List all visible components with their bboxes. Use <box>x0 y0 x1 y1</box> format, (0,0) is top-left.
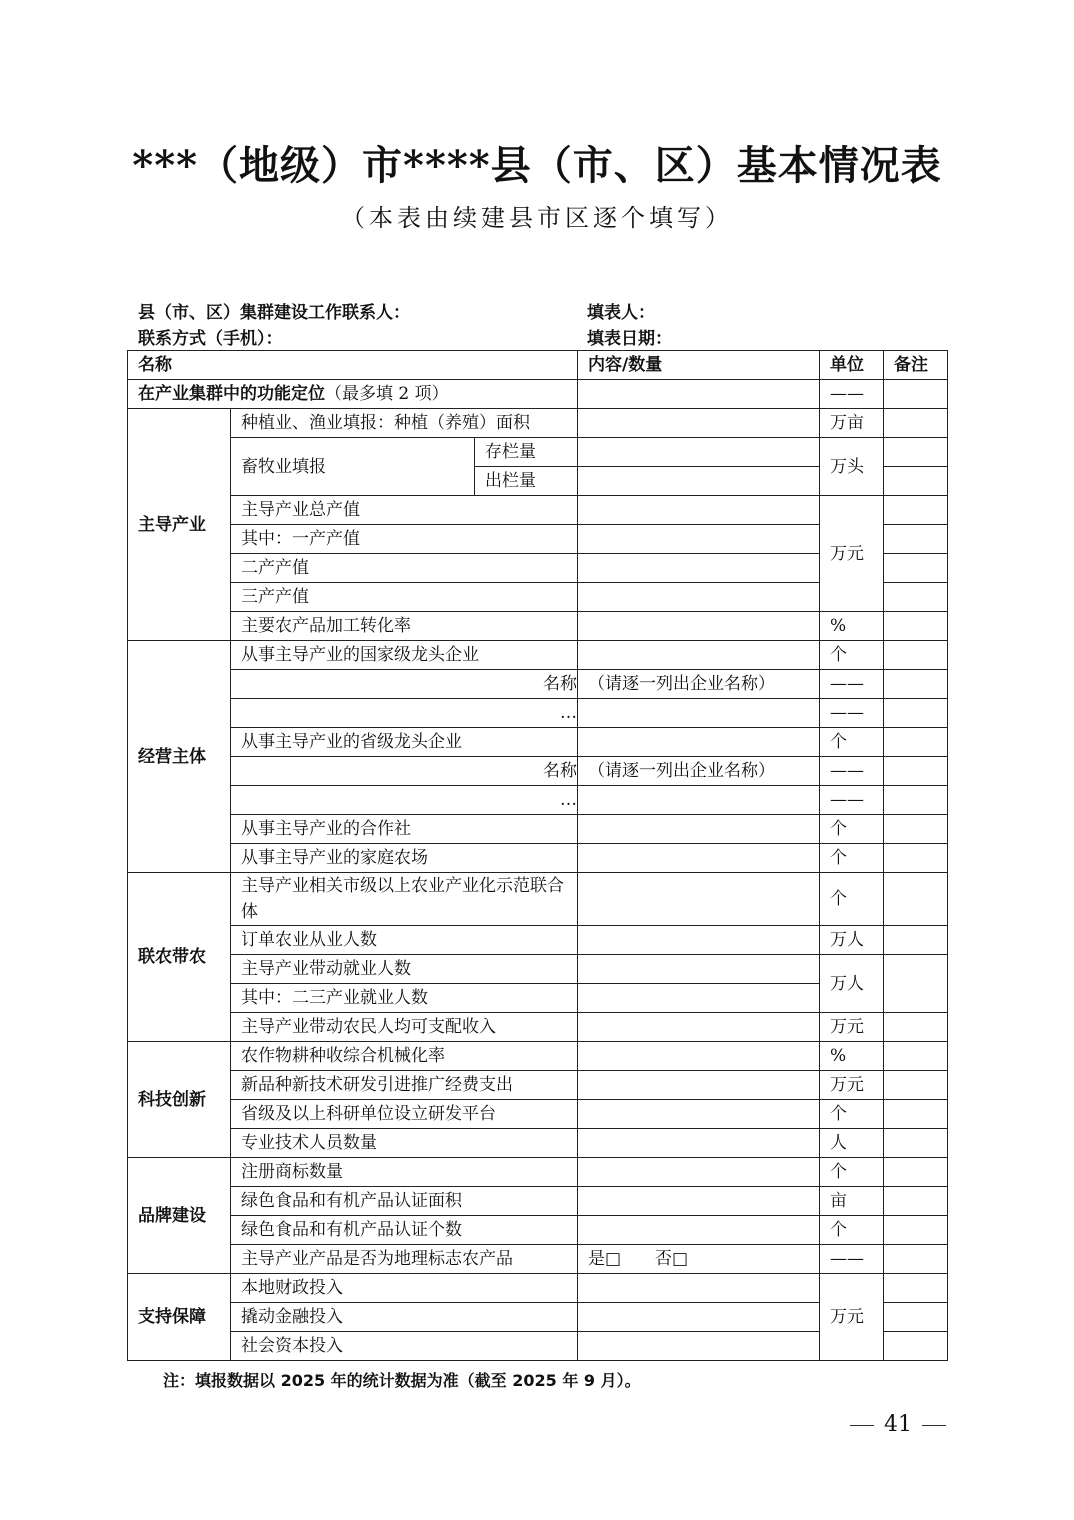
unit-cell: 个 <box>820 1100 884 1129</box>
unit-cell: 亩 <box>820 1187 884 1216</box>
content-cell[interactable] <box>578 1100 820 1129</box>
content-cell[interactable] <box>578 438 820 467</box>
row-name: 从事主导产业的省级龙头企业 <box>231 728 578 757</box>
table-row <box>128 380 948 409</box>
table-row <box>128 1042 948 1071</box>
note-cell[interactable] <box>884 1129 948 1158</box>
table-row <box>128 1187 948 1216</box>
row-name: … <box>231 786 578 815</box>
table-row <box>128 670 948 699</box>
unit-cell: 万元 <box>820 1274 884 1361</box>
table-row <box>128 1245 948 1274</box>
note-cell[interactable] <box>884 467 948 496</box>
row-name: 从事主导产业的家庭农场 <box>231 844 578 873</box>
content-cell[interactable] <box>578 984 820 1013</box>
header-note: 备注 <box>884 351 948 380</box>
row-name: 主导产业总产值 <box>231 496 578 525</box>
content-cell[interactable] <box>578 844 820 873</box>
row-name: 新品种新技术研发引进推广经费支出 <box>231 1071 578 1100</box>
row-name: 注册商标数量 <box>231 1158 578 1187</box>
note-cell[interactable] <box>884 1187 948 1216</box>
table-row <box>128 955 948 984</box>
note-cell[interactable] <box>884 815 948 844</box>
content-cell[interactable]: （请逐一列出企业名称） <box>578 670 820 699</box>
unit-cell: 个 <box>820 728 884 757</box>
table-row <box>128 409 948 438</box>
row-name: 绿色食品和有机产品认证面积 <box>231 1187 578 1216</box>
table-row <box>128 1071 948 1100</box>
unit-cell: 个 <box>820 641 884 670</box>
content-cell[interactable] <box>578 1129 820 1158</box>
section-tech-innovation: 科技创新 <box>128 1042 231 1158</box>
table-row <box>128 926 948 955</box>
contact-phone-label: 联系方式（手机）： <box>138 329 283 349</box>
note-cell[interactable] <box>884 1013 948 1042</box>
unit-cell: —— <box>820 670 884 699</box>
row-name: … <box>231 699 578 728</box>
row-name: 三产产值 <box>231 583 578 612</box>
note-cell[interactable] <box>884 1042 948 1071</box>
note-cell[interactable] <box>884 728 948 757</box>
table-row <box>128 1216 948 1245</box>
table-header-row <box>128 351 948 380</box>
row-name: 农作物耕种收综合机械化率 <box>231 1042 578 1071</box>
unit-cell: 万元 <box>820 1013 884 1042</box>
page-dash-left <box>850 1425 874 1426</box>
row-name: 从事主导产业的合作社 <box>231 815 578 844</box>
content-cell[interactable] <box>578 1332 820 1361</box>
filler-label: 填表人： <box>587 303 655 323</box>
content-cell[interactable] <box>578 612 820 641</box>
row-name: 省级及以上科研单位设立研发平台 <box>231 1100 578 1129</box>
unit-cell: 万人 <box>820 926 884 955</box>
row-name: 专业技术人员数量 <box>231 1129 578 1158</box>
note-cell[interactable] <box>884 1274 948 1303</box>
content-cell[interactable] <box>578 1216 820 1245</box>
page-number-text: 41 <box>884 1412 912 1437</box>
content-cell[interactable] <box>578 380 820 409</box>
unit-cell: 万亩 <box>820 409 884 438</box>
row-name: 主导产业带动就业人数 <box>231 955 578 984</box>
row-name: 社会资本投入 <box>231 1332 578 1361</box>
note-cell[interactable] <box>884 926 948 955</box>
row-name: 其中：二三产业就业人数 <box>231 984 578 1013</box>
row-name: 其中：一产产值 <box>231 525 578 554</box>
content-cell[interactable] <box>578 641 820 670</box>
note-cell[interactable] <box>884 955 948 1013</box>
content-cell[interactable] <box>578 1274 820 1303</box>
table-row <box>128 1013 948 1042</box>
note-cell[interactable] <box>884 554 948 583</box>
note-cell[interactable] <box>884 699 948 728</box>
table-row <box>128 873 948 926</box>
geo-indication-checkboxes[interactable]: 是□ 否□ <box>578 1245 820 1274</box>
unit-cell: —— <box>820 699 884 728</box>
note-cell[interactable] <box>884 1332 948 1361</box>
section-farmer-linkage: 联农带农 <box>128 873 231 1042</box>
row-name: 主要农产品加工转化率 <box>231 612 578 641</box>
content-cell[interactable] <box>578 699 820 728</box>
note-cell[interactable] <box>884 641 948 670</box>
unit-cell: 个 <box>820 1158 884 1187</box>
content-cell[interactable] <box>578 1303 820 1332</box>
unit-cell: 个 <box>820 844 884 873</box>
positioning-label <box>128 380 578 409</box>
content-cell[interactable] <box>578 1013 820 1042</box>
row-name: 种植业、渔业填报：种植（养殖）面积 <box>231 409 578 438</box>
note-cell[interactable] <box>884 757 948 786</box>
content-cell[interactable] <box>578 786 820 815</box>
content-cell[interactable] <box>578 583 820 612</box>
content-cell[interactable] <box>578 1158 820 1187</box>
content-cell[interactable] <box>578 955 820 984</box>
row-name: 畜牧业填报 <box>231 438 475 496</box>
contact-person-label: 县（市、区）集群建设工作联系人： <box>138 303 410 323</box>
page-number <box>840 1412 956 1437</box>
note-cell[interactable] <box>884 1245 948 1274</box>
note-cell[interactable] <box>884 1100 948 1129</box>
note-cell[interactable] <box>884 1303 948 1332</box>
table-row <box>128 786 948 815</box>
row-name: 主导产业相关市级以上农业产业化示范联合体 <box>231 873 578 926</box>
content-cell[interactable] <box>578 1187 820 1216</box>
row-name: 订单农业从业人数 <box>231 926 578 955</box>
content-cell[interactable] <box>578 728 820 757</box>
unit-cell: —— <box>820 757 884 786</box>
document-subtitle: （本表由续建县市区逐个填写） <box>341 204 733 232</box>
unit-cell: 万人 <box>820 955 884 1013</box>
row-name: 名称 <box>231 757 578 786</box>
fill-date-label: 填表日期： <box>587 329 672 349</box>
note-cell[interactable] <box>884 380 948 409</box>
row-name: 从事主导产业的国家级龙头企业 <box>231 641 578 670</box>
row-subname: 出栏量 <box>475 467 578 496</box>
header-name: 名称 <box>128 351 578 380</box>
section-business-entities: 经营主体 <box>128 641 231 873</box>
table-row <box>128 438 948 467</box>
row-name: 绿色食品和有机产品认证个数 <box>231 1216 578 1245</box>
table-row <box>128 1274 948 1303</box>
note-cell[interactable] <box>884 583 948 612</box>
note-cell[interactable] <box>884 438 948 467</box>
unit-cell: 人 <box>820 1129 884 1158</box>
unit-cell: 个 <box>820 815 884 844</box>
unit-cell: 万头 <box>820 438 884 496</box>
content-cell[interactable] <box>578 554 820 583</box>
table-row <box>128 699 948 728</box>
note-cell[interactable] <box>884 873 948 926</box>
unit-cell: % <box>820 612 884 641</box>
row-name: 名称 <box>231 670 578 699</box>
table-row <box>128 1100 948 1129</box>
content-cell[interactable] <box>578 525 820 554</box>
content-cell[interactable] <box>578 873 820 926</box>
note-cell[interactable] <box>884 786 948 815</box>
unit-cell: 万元 <box>820 1071 884 1100</box>
content-cell[interactable] <box>578 467 820 496</box>
note-cell[interactable] <box>884 525 948 554</box>
document-title: ***（地级）市****县（市、区）基本情况表 <box>132 142 942 189</box>
unit-cell: —— <box>820 786 884 815</box>
unit-cell: % <box>820 1042 884 1071</box>
footnote: 注：填报数据以 2025 年的统计数据为准（截至 2025 年 9 月）。 <box>163 1371 641 1390</box>
table-row <box>128 1129 948 1158</box>
note-cell[interactable] <box>884 670 948 699</box>
unit-cell: —— <box>820 380 884 409</box>
unit-cell: 个 <box>820 1216 884 1245</box>
content-cell[interactable] <box>578 926 820 955</box>
row-name: 主导产业产品是否为地理标志农产品 <box>231 1245 578 1274</box>
row-name: 二产产值 <box>231 554 578 583</box>
row-name: 主导产业带动农民人均可支配收入 <box>231 1013 578 1042</box>
positioning-label-text: 在产业集群中的功能定位 <box>138 384 325 404</box>
unit-cell: 个 <box>820 873 884 926</box>
header-content: 内容/数量 <box>578 351 820 380</box>
unit-cell: 万元 <box>820 496 884 612</box>
section-leading-industry: 主导产业 <box>128 409 231 641</box>
table-row <box>128 612 948 641</box>
note-cell[interactable] <box>884 409 948 438</box>
note-cell[interactable] <box>884 1216 948 1245</box>
content-cell[interactable] <box>578 409 820 438</box>
section-support: 支持保障 <box>128 1274 231 1361</box>
basic-info-table <box>127 350 948 1361</box>
row-name: 撬动金融投入 <box>231 1303 578 1332</box>
content-cell[interactable] <box>578 815 820 844</box>
table-row <box>128 844 948 873</box>
table-row <box>128 1158 948 1187</box>
content-cell[interactable]: （请逐一列出企业名称） <box>578 757 820 786</box>
note-cell[interactable] <box>884 844 948 873</box>
note-cell[interactable] <box>884 496 948 525</box>
unit-cell: —— <box>820 1245 884 1274</box>
content-cell[interactable] <box>578 1042 820 1071</box>
table-row <box>128 496 948 525</box>
page-dash-right <box>922 1425 946 1426</box>
content-cell[interactable] <box>578 496 820 525</box>
row-name: 本地财政投入 <box>231 1274 578 1303</box>
content-cell[interactable] <box>578 1071 820 1100</box>
table-row <box>128 641 948 670</box>
table-row <box>128 757 948 786</box>
table-row <box>128 815 948 844</box>
section-brand-building: 品牌建设 <box>128 1158 231 1274</box>
table-row <box>128 728 948 757</box>
positioning-hint: （最多填 2 项） <box>325 384 449 404</box>
row-subname: 存栏量 <box>475 438 578 467</box>
header-unit: 单位 <box>820 351 884 380</box>
note-cell[interactable] <box>884 1158 948 1187</box>
note-cell[interactable] <box>884 1071 948 1100</box>
note-cell[interactable] <box>884 612 948 641</box>
